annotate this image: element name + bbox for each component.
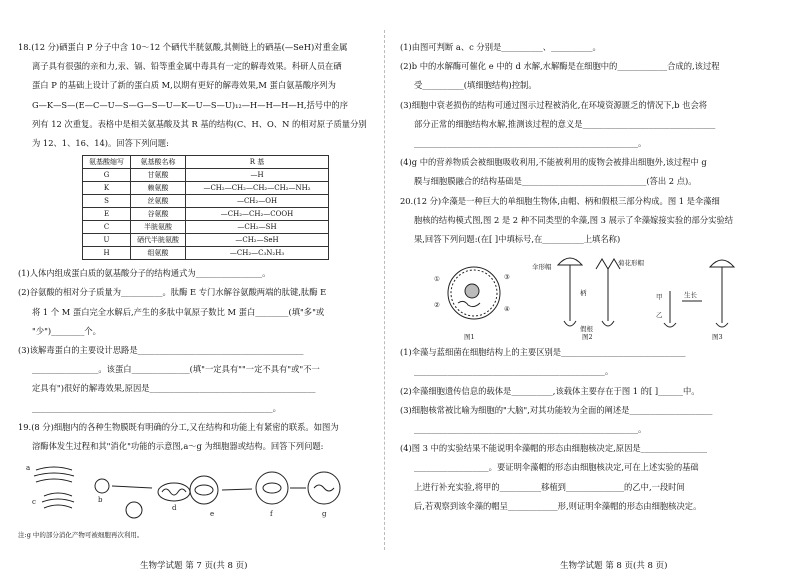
q20-item: 上进行补充实验,将甲的__________移植到______________的乙中,一段时间 [414, 481, 685, 492]
arrow [222, 489, 252, 490]
q20-items [400, 343, 770, 516]
nucleolus [465, 284, 479, 298]
q18-line: 18.(12 分)硒蛋白 P 分子中含 10～12 个硒代半胱氨酸,其侧链上的硒基(—SeH)对重金属 [18, 42, 348, 52]
digest-content [314, 485, 334, 491]
q19-item: (2)b 中的水解酶可催化 e 中的 d 水解,水解酶是在细胞中的____________合成的,该过程 [400, 61, 720, 72]
table-row [83, 169, 329, 182]
table-header: 氨基酸缩写 [83, 156, 131, 169]
q18-line: G—K—S—(E—C—U—S—G—S—U—K—U—S—U)₁₂—H—H—H—H,括号中的序 [32, 99, 348, 110]
label-4: ④ [504, 305, 510, 314]
q19-item: (4)g 中的营养物质会被细胞吸收利用,不能被利用的废物会被排出细胞外,该过程中 g [400, 157, 707, 168]
table-cell: C [83, 221, 131, 234]
er-membrane [36, 479, 72, 482]
q19-item: (3)细胞中衰老损伤的结构可通过图示过程被消化,在环境资源匮乏的情况下,b 也会将 [400, 99, 708, 110]
q19-item: 部分正常的细胞结构水解,推测该过程的意义是________________________________ [414, 118, 716, 129]
table-cell: 谷氨酸 [131, 208, 186, 221]
umbrella-cap [710, 260, 734, 267]
table-cell: —CH₂—C₃N₂H₃ [186, 247, 329, 260]
table-row [83, 221, 329, 234]
table-row [83, 234, 329, 247]
table-cell: 半胱氨酸 [131, 221, 186, 234]
table-cell: —CH₂—CH₂—COOH [186, 208, 329, 221]
label-1: ① [434, 275, 440, 284]
table-row [83, 182, 329, 195]
figure-note: 注:g 中的部分消化产物可被细胞再次利用。 [18, 531, 144, 540]
caption-fig1: 图1 [464, 333, 475, 342]
chromatin [458, 302, 480, 307]
amino-acid-table [82, 155, 329, 260]
label-e: e [210, 510, 215, 519]
table-cell: E [83, 208, 131, 221]
q19-item: (1)由图可判断 a、c 分别是__________、__________。 [400, 42, 601, 52]
q18-line: 蛋白 P 的基础上设计了新的蛋白质 M,以期有更好的解毒效果,M 蛋白氨基酸序列为 [32, 80, 336, 91]
rhizoid [716, 323, 728, 327]
q20-line: 20.(12 分)伞藻是一种巨大的单细胞生物体,由帽、柄和假根三部分构成。图 1 是伞藻细 [400, 195, 720, 206]
right-page [400, 38, 770, 516]
label-3: ③ [504, 273, 510, 282]
label-yi: 乙 [656, 311, 663, 320]
q20-item: (4)图 3 中的实验结果不能说明伞藻帽的形态由细胞核决定,原因是________________ [400, 443, 708, 454]
q20-item: (1)伞藻与蓝细菌在细胞结构上的主要区别是______________________________ [400, 347, 686, 358]
table-header: 氨基酸名称 [131, 156, 186, 169]
table-header: R 基 [186, 156, 329, 169]
q19-items [400, 38, 770, 192]
q20-item: __________________。要证明伞藻帽的形态由细胞核决定,可在上述实验的基础 [414, 462, 699, 473]
table-header-row [83, 156, 329, 169]
rhizoid [564, 321, 576, 326]
q18-item: __________________________________________________________。 [32, 402, 281, 413]
label-f: f [270, 510, 273, 519]
chrysanthemum-cap [596, 259, 620, 269]
mitochondrion-inner [263, 483, 281, 493]
q20-intro [400, 192, 770, 250]
left-page [18, 38, 378, 540]
table-row [83, 208, 329, 221]
umbrella-cap [558, 258, 582, 265]
label-c: c [32, 498, 36, 507]
q18-items [18, 264, 378, 418]
q19-line: 19.(8 分)细胞内的各种生物膜既有明确的分工,又在结构和功能上有紧密的联系。如图为 [18, 421, 339, 432]
er-membrane [34, 473, 74, 476]
rhizoid [602, 321, 614, 326]
q19-item: 受__________(填细胞结构)控制。 [414, 80, 537, 91]
mitochondrion [158, 483, 190, 501]
table-cell: K [83, 182, 131, 195]
golgi-membrane [44, 493, 72, 496]
table-cell: G [83, 169, 131, 182]
q20-line: 胞核的结构模式图,图 2 是 2 种不同类型的伞藻,图 3 展示了伞藻嫁接实验的部分实验结 [414, 214, 734, 225]
page-divider [384, 30, 385, 550]
table-cell: 组氨酸 [131, 247, 186, 260]
label-d: d [172, 504, 177, 513]
q18-line: 离子具有很强的亲和力,汞、镉、铅等重金属中毒具有一定的解毒效果。科研人员在硒 [32, 61, 342, 72]
q20-item: 后,若观察到该伞藻的帽呈____________形,则证明伞藻帽的形态由细胞核决定。 [414, 500, 702, 511]
footer-left: 生物学试题 第 7 页(共 8 页) [140, 561, 248, 571]
label-a: a [26, 464, 31, 473]
label-umbrella-cap: 伞形帽 [532, 263, 552, 272]
q18-line: 为 12、1、16、14)。回答下列问题: [32, 138, 169, 149]
autophagosome [190, 476, 218, 504]
q19-line: 溶酶体发生过程和其"消化"功能的示意图,a～g 为细胞器或结构。回答下列问题: [32, 441, 324, 452]
rhizoid [664, 323, 676, 327]
q18-item: (1)人体内组成蛋白质的氨基酸分子的结构通式为________________。 [18, 268, 271, 279]
label-chrysanthemum-cap: 菊花形帽 [618, 259, 644, 268]
label-g: g [322, 510, 327, 519]
golgi-membrane [44, 505, 72, 508]
footer-right: 生物学试题 第 8 页(共 8 页) [560, 561, 668, 571]
q18-item: 定具有")很好的解毒效果,原因是________________________________________ [32, 383, 316, 394]
table-cell: —CH₂—CH₂—CH₂—CH₂—NH₂ [186, 182, 329, 195]
table-cell: —CH₂—OH [186, 195, 329, 208]
q20-item: (2)伞藻细胞遗传信息的载体是__________,该载体主要存在于图 1 的[ ]______中。 [400, 385, 700, 396]
table-cell: U [83, 234, 131, 247]
label-stalk: 柄 [580, 289, 587, 298]
q20-item: ______________________________________________________。 [414, 424, 647, 435]
table-cell: 赖氨酸 [131, 182, 186, 195]
table-row [83, 195, 329, 208]
er-membrane [36, 467, 72, 470]
q19-item: 膜与细胞膜融合的结构基础是______________________________(答出 2 点)。 [414, 176, 697, 187]
table-cell: 丝氨酸 [131, 195, 186, 208]
vesicle [126, 502, 142, 518]
q18-item: "少")________个。 [32, 325, 101, 336]
q18-item: ________________。该蛋白______________(填"一定具有""一定不具有"或"不一 [32, 364, 320, 375]
table-cell: 硒代半胱氨酸 [131, 234, 186, 247]
label-2: ② [434, 301, 440, 310]
caption-fig3: 图3 [712, 333, 723, 342]
label-b: b [98, 496, 103, 505]
q18-line: 列有 12 次重复。表格中是相关氨基酸及其 R 基的结构(C、H、O、N 的相对原子质量分别 [32, 118, 367, 129]
acetabularia-figures [420, 251, 760, 343]
golgi-membrane [42, 499, 74, 502]
fusion-vesicle [256, 472, 288, 504]
table-cell: —CH₂—SH [186, 221, 329, 234]
q18-item: (2)谷氨酸的相对分子质量为__________。肽酶 E 专门水解谷氨酸两端的肽键,肽酶 E [18, 287, 327, 298]
table-cell: —H [186, 169, 329, 182]
table-cell: S [83, 195, 131, 208]
q19-intro [18, 418, 378, 456]
q19-item: ______________________________________________________。 [414, 138, 647, 149]
table-cell: H [83, 247, 131, 260]
q18-intro [18, 38, 378, 153]
mitochondrion-cristae [162, 489, 186, 495]
label-growth: 生长 [684, 291, 697, 300]
q18-item: 将 1 个 M 蛋白完全水解后,产生的多肽中氧原子数比 M 蛋白________(填"多"或 [32, 306, 325, 317]
label-jia: 甲 [656, 293, 663, 302]
label-rhizoid: 假根 [580, 325, 593, 334]
q20-line: 果,回答下列问题:(在[ ]中填标号,在__________上填名称) [414, 234, 621, 245]
q20-item: ______________________________________________。 [414, 366, 614, 377]
lysosome-diagram [24, 456, 354, 528]
table-cell: 甘氨酸 [131, 169, 186, 182]
q18-item: (3)该解毒蛋白的主要设计思路是________________________________________ [18, 345, 304, 356]
caption-fig2: 图2 [582, 333, 593, 342]
lysosome [95, 479, 109, 493]
mitochondrion-inner [195, 485, 213, 495]
q20-item: (3)细胞核常被比喻为细胞的"大脑",对其功能较为全面的阐述是____________________ [400, 404, 713, 415]
table-cell: —CH₂—SeH [186, 234, 329, 247]
arrow [112, 486, 152, 488]
table-row [83, 247, 329, 260]
